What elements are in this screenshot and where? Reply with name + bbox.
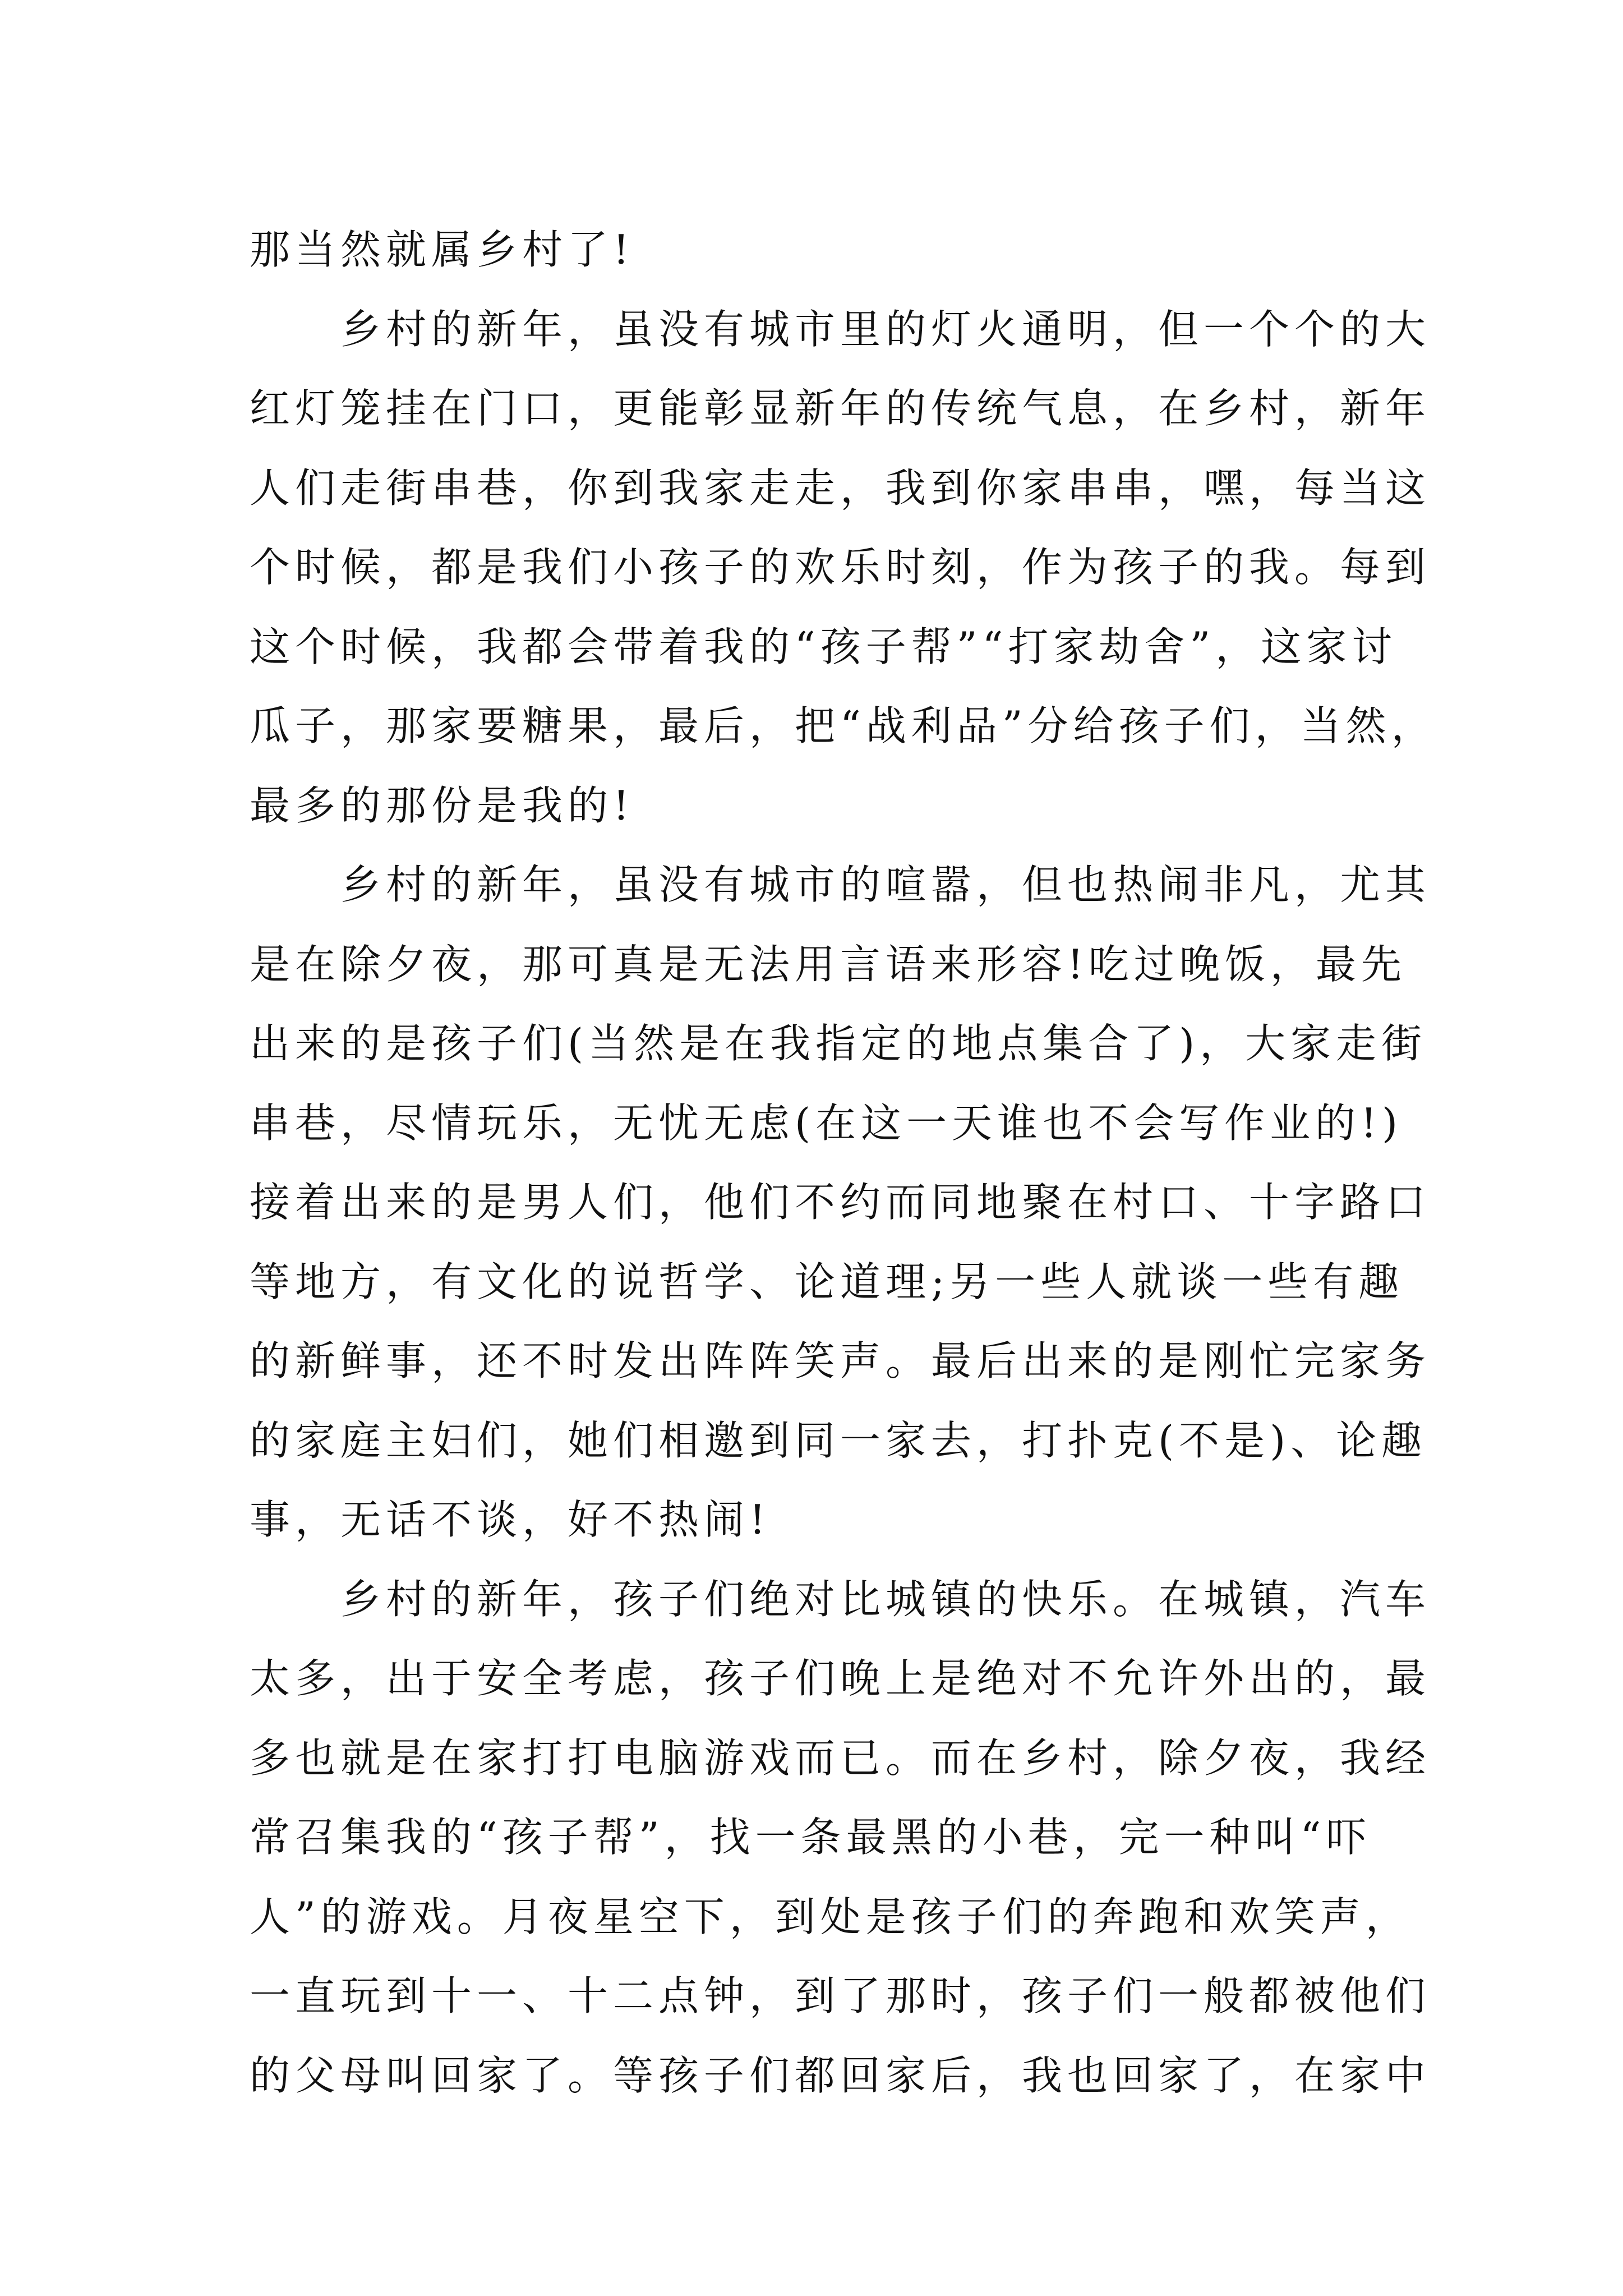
text-line: 的父母叫回家了。等孩子们都回家后，我也回家了，在家中 bbox=[250, 2051, 1431, 2099]
text-line: 人们走街串巷，你到我家走走，我到你家串串，嘿，每当这 bbox=[250, 464, 1431, 512]
text-line: 是在除夕夜，那可真是无法用言语来形容!吃过晚饭，最先 bbox=[250, 940, 1407, 988]
text-line: 等地方，有文化的说哲学、论道理;另一些人就谈一些有趣 bbox=[250, 1258, 1404, 1305]
text-line: 乡村的新年，虽没有城市里的灯火通明，但一个个的大 bbox=[340, 305, 1431, 353]
text-line: 的家庭主妇们，她们相邀到同一家去，打扑克(不是)、论趣 bbox=[250, 1416, 1427, 1464]
text-line: 红灯笼挂在门口，更能彰显新年的传统气息，在乡村，新年 bbox=[250, 385, 1431, 432]
text-line: 太多，出于安全考虑，孩子们晚上是绝对不允许外出的，最 bbox=[250, 1655, 1431, 1702]
text-line: 乡村的新年，虽没有城市的喧嚣，但也热闹非凡，尤其 bbox=[340, 861, 1431, 908]
text-line: 人”的游戏。月夜星空下，到处是孩子们的奔跑和欢笑声， bbox=[250, 1893, 1411, 1940]
text-line: 这个时候，我都会带着我的“孩子帮”“打家劫舍”，这家讨 bbox=[250, 623, 1398, 670]
text-line: 的新鲜事，还不时发出阵阵笑声。最后出来的是刚忙完家务 bbox=[250, 1337, 1431, 1384]
text-line: 常召集我的“孩子帮”，找一条最黑的小巷，完一种叫“吓 bbox=[250, 1814, 1372, 1861]
text-line: 最多的那份是我的! bbox=[250, 781, 634, 829]
document-body bbox=[250, 210, 1437, 2115]
text-line: 多也就是在家打打电脑游戏而已。而在乡村，除夕夜，我经 bbox=[250, 1734, 1431, 1782]
text-line: 那当然就属乡村了! bbox=[250, 226, 634, 273]
text-line: 个时候，都是我们小孩子的欢乐时刻，作为孩子的我。每到 bbox=[250, 544, 1431, 591]
text-line: 接着出来的是男人们，他们不约而同地聚在村口、十字路口 bbox=[250, 1179, 1431, 1226]
text-line: 一直玩到十一、十二点钟，到了那时，孩子们一般都被他们 bbox=[250, 1972, 1431, 2019]
text-line: 事，无话不谈，好不热闹! bbox=[250, 1496, 771, 1543]
text-line: 瓜子，那家要糖果，最后，把“战利品”分给孩子们，当然， bbox=[250, 702, 1437, 749]
text-line: 出来的是孩子们(当然是在我指定的地点集合了)，大家走街 bbox=[250, 1020, 1427, 1067]
text-line: 串巷，尽情玩乐，无忧无虑(在这一天谁也不会写作业的!) bbox=[250, 1099, 1403, 1147]
text-line: 乡村的新年，孩子们绝对比城镇的快乐。在城镇，汽车 bbox=[340, 1575, 1431, 1623]
